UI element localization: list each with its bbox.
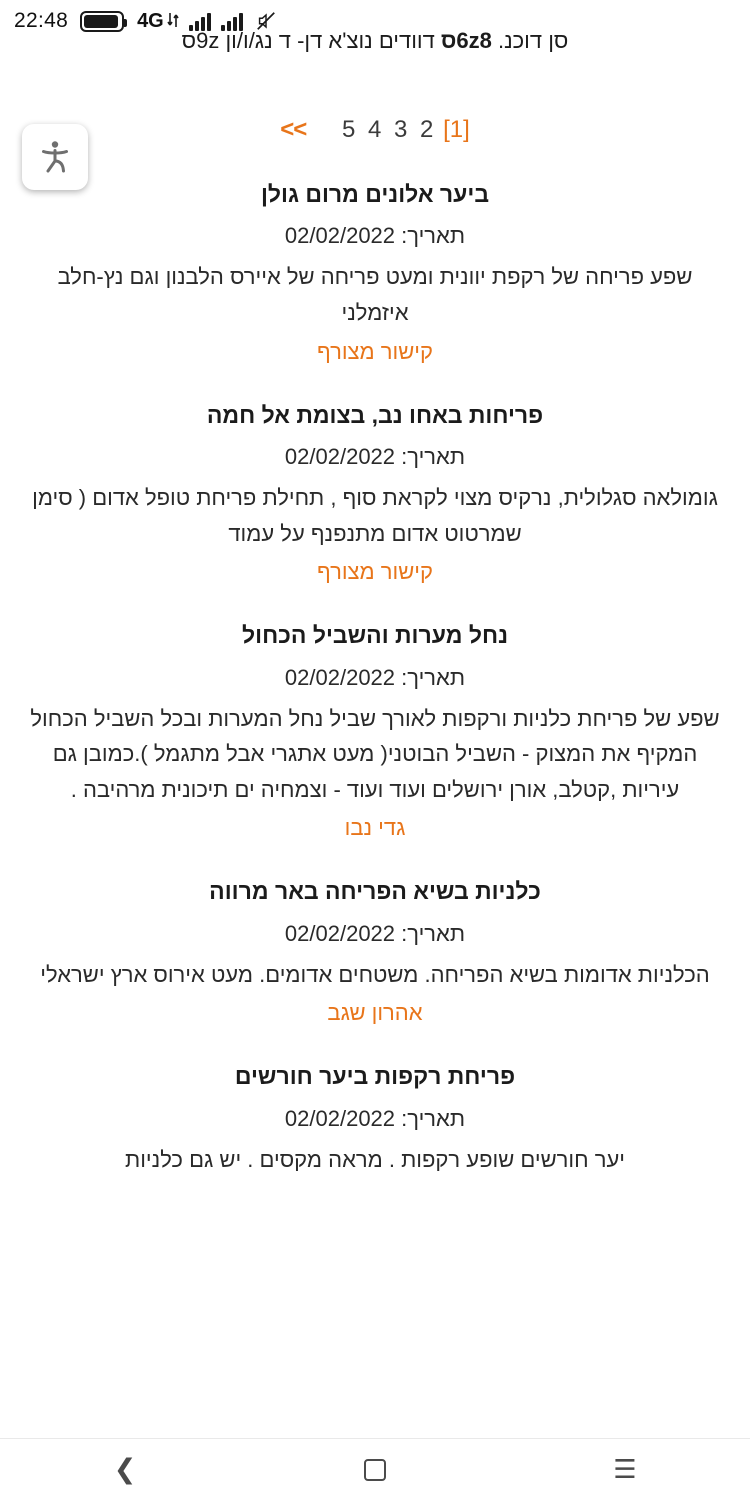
list-item[interactable]	[24, 144, 726, 365]
post-body: גומולאה סגלולית, נרקיס מצוי לקראת סוף , תחילת פריחת טופל אדום ( סימן שמרטוט אדום מתנפנף על עמוד	[32, 484, 718, 546]
status-clock: 22:48	[14, 9, 69, 32]
nav-back-button[interactable]	[0, 1439, 250, 1500]
list-item[interactable]	[24, 365, 726, 586]
post-body: שפע של פריחת כלניות ורקפות לאורך שביל נחל המערות ובכל השביל הכחול המקיף את המצוק - השביל הבוטני( מעט אתגרי אבל מתגמל ).כמובן גם עיריות ,קטלב, אורן ירושלים ועוד ועוד - וצמחיה ים תיכונית מרהיבה .	[30, 705, 720, 802]
list-item[interactable]	[24, 841, 726, 1026]
accessibility-button[interactable]	[22, 124, 88, 190]
post-list	[0, 144, 750, 1177]
pagination[interactable]	[0, 116, 750, 144]
network-type-label: 4G	[137, 9, 164, 32]
post-link[interactable]: גדי נבו	[344, 815, 406, 841]
pagination-page-4[interactable]: 4	[367, 116, 382, 143]
post-link[interactable]: אהרון שגב	[327, 1000, 423, 1026]
post-link[interactable]: קישור מצורף	[317, 559, 433, 585]
post-title: ביער אלונים מרום גולן	[260, 181, 490, 207]
post-date: תאריך: 02/02/2022	[284, 920, 466, 946]
list-item[interactable]	[24, 585, 726, 841]
back-icon: ❮	[113, 1454, 137, 1484]
clipped-text-before: סן דוכנ.	[497, 28, 569, 53]
clipped-text-bold: 6z8ס	[440, 28, 492, 53]
scroll-bottom-fade	[0, 1420, 750, 1438]
post-date: תאריך: 02/02/2022	[284, 664, 466, 690]
accessibility-icon	[35, 137, 75, 177]
pagination-page-5[interactable]: 5	[341, 116, 356, 143]
recents-icon: ☰	[613, 1454, 637, 1484]
post-title: כלניות בשיא הפריחה באר מרווה	[209, 878, 541, 905]
post-title: פריחת רקפות ביער חורשים	[234, 1063, 516, 1090]
home-icon	[364, 1459, 386, 1481]
page-scroll-area[interactable]	[0, 28, 750, 1438]
clipped-previous-post-text	[0, 28, 750, 76]
post-title: נחל מערות והשביל הכחול	[241, 622, 509, 649]
pagination-page-2[interactable]: 2	[420, 116, 434, 143]
post-date: תאריך: 02/02/2022	[284, 1105, 466, 1131]
pagination-current-page: [1]	[443, 116, 470, 143]
post-body: שפע פריחה של רקפת יוונית ומעט פריחה של איירס הלבנון וגם נץ-חלב איזמלני	[57, 264, 693, 325]
clipped-text-after: דוודים נוצ'א דן- ד נג/ו/ון 9zס	[181, 28, 435, 53]
post-body: יער חורשים שופע רקפות . מראה מקסים . יש גם כלניות	[125, 1146, 625, 1172]
post-title: פריחות באחו נב, בצומת אל חמה	[206, 401, 544, 428]
list-item[interactable]	[24, 1026, 726, 1177]
post-link[interactable]: קישור מצורף	[317, 338, 433, 364]
nav-recents-button[interactable]	[500, 1439, 750, 1500]
pagination-page-3[interactable]: 3	[394, 116, 408, 143]
pagination-prev-button[interactable]: <<	[280, 116, 307, 143]
post-date: תאריך: 02/02/2022	[284, 443, 466, 469]
post-body: הכלניות אדומות בשיא הפריחה. משטחים אדומים. מעט אירוס ארץ ישראלי	[40, 961, 710, 987]
nav-home-button[interactable]	[250, 1439, 500, 1500]
system-navigation-bar	[0, 1438, 750, 1500]
post-date: תאריך: 02/02/2022	[284, 223, 466, 249]
